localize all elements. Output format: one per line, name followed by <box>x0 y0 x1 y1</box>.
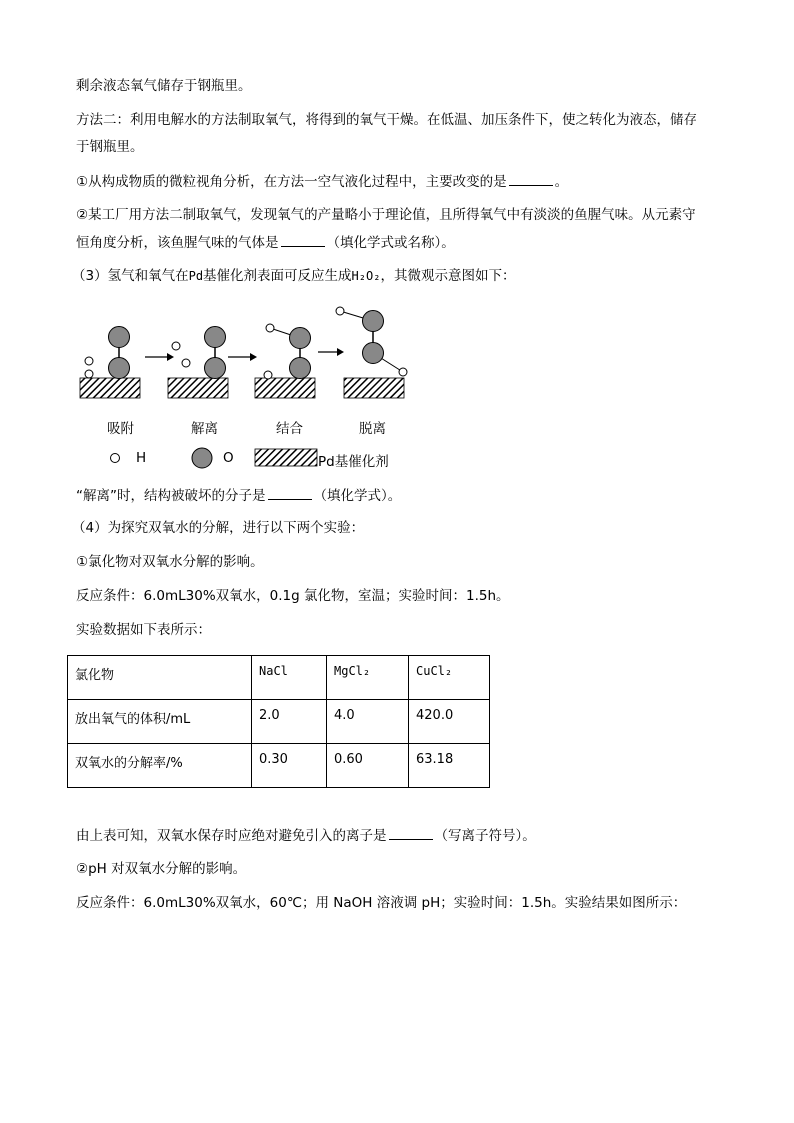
legend-label-o: O <box>223 450 234 466</box>
table-cell: 0.60 <box>327 744 409 788</box>
table-row <box>68 744 490 788</box>
catalyst-surface-icon <box>255 449 317 466</box>
arrow-icon <box>228 353 257 361</box>
text: （填化学式）。 <box>313 488 402 504</box>
step-adsorption-graphic <box>80 327 140 399</box>
answer-blank[interactable] <box>281 232 325 247</box>
table-row <box>68 656 490 700</box>
step-dissociation-graphic <box>168 327 228 399</box>
section-4-heading <box>72 518 364 538</box>
question-3 <box>76 485 401 506</box>
subsection-4-2 <box>76 859 246 879</box>
question-1 <box>76 171 568 192</box>
paragraph-line <box>76 110 697 130</box>
table-header-cell: CuCl₂ <box>409 656 490 700</box>
paragraph-line <box>76 76 252 96</box>
text: 反应条件：6.0mL30%双氧水，0.1g 氯化物，室温；实验时间：1.5h。 <box>76 588 510 604</box>
subsection-4-1 <box>76 552 264 572</box>
text: （4）为探究双氧水的分解，进行以下两个实验： <box>72 520 365 536</box>
text: ②某工厂用方法二制取氧气，发现氧气的产量略小于理论值，且所得氧气中有淡淡的鱼腥气味。从元素守 <box>76 207 696 223</box>
table-intro <box>76 620 211 640</box>
legend-label-h: H <box>136 450 147 466</box>
micro-diagram <box>70 300 430 480</box>
step-label-adsorption: 吸附 <box>107 421 134 437</box>
text: 基催化剂表面可反应生成 <box>203 268 352 284</box>
table-cell: 放出氧气的体积/mL <box>68 700 252 744</box>
table-row <box>68 700 490 744</box>
legend-label-pd: Pd基催化剂 <box>318 454 389 470</box>
step-label-combination: 结合 <box>276 421 303 437</box>
text: Pd <box>188 269 204 283</box>
answer-blank[interactable] <box>509 171 553 186</box>
text: 。 <box>554 174 569 190</box>
step-label-desorption: 脱离 <box>359 421 386 437</box>
question-2-line-2 <box>76 232 455 253</box>
text: “解离”时，结构被破坏的分子是 <box>76 488 266 504</box>
chloride-data-table <box>67 655 490 788</box>
text: 反应条件：6.0mL30%双氧水，60℃；用 NaOH 溶液调 pH；实验时间：1.5h。实验结果如图所示： <box>76 895 687 911</box>
question-2-line-1 <box>76 205 696 225</box>
reaction-conditions-2 <box>76 893 686 913</box>
arrow-icon <box>145 353 174 361</box>
step-combination-graphic <box>255 324 315 398</box>
text: ②pH 对双氧水分解的影响。 <box>76 861 247 877</box>
oxygen-atom-icon <box>192 448 212 468</box>
answer-blank[interactable] <box>268 485 312 500</box>
table-cell: 2.0 <box>252 700 327 744</box>
hydrogen-atom-icon <box>111 454 120 463</box>
text: （3）氢气和氧气在 <box>72 268 189 284</box>
table-cell: 0.30 <box>252 744 327 788</box>
table-cell: 420.0 <box>409 700 490 744</box>
arrow-icon <box>318 348 344 356</box>
step-desorption-graphic <box>336 307 407 398</box>
text: 于钢瓶里。 <box>76 139 144 155</box>
question-4 <box>76 825 536 846</box>
text: （写离子符号）。 <box>434 828 536 844</box>
table-cell: 双氧水的分解率/% <box>68 744 252 788</box>
text: 剩余液态氧气储存于钢瓶里。 <box>76 78 252 94</box>
text: 方法二：利用电解水的方法制取氧气，将得到的氧气干燥。在低温、加压条件下，使之转化为液态，储存 <box>76 112 697 128</box>
text: ①氯化物对双氧水分解的影响。 <box>76 554 264 570</box>
table-cell: 4.0 <box>327 700 409 744</box>
text: ①从构成物质的微粒视角分析，在方法一空气液化过程中，主要改变的是 <box>76 174 507 190</box>
text: （填化学式或名称）。 <box>326 235 455 251</box>
text: 由上表可知，双氧水保存时应绝对避免引入的离子是 <box>76 828 387 844</box>
step-label-dissociation: 解离 <box>191 421 218 437</box>
table-header-cell: NaCl <box>252 656 327 700</box>
section-3-heading <box>72 266 515 286</box>
text: 恒角度分析，该鱼腥气味的气体是 <box>76 235 279 251</box>
paragraph-line <box>76 137 144 157</box>
table-cell: 63.18 <box>409 744 490 788</box>
formula: H₂O₂ <box>351 269 381 283</box>
text: ，其微观示意图如下： <box>380 268 516 284</box>
table-header-cell: MgCl₂ <box>327 656 409 700</box>
reaction-conditions-1 <box>76 586 510 606</box>
answer-blank[interactable] <box>389 825 433 840</box>
text: 实验数据如下表所示： <box>76 622 211 638</box>
table-header-cell: 氯化物 <box>68 656 252 700</box>
